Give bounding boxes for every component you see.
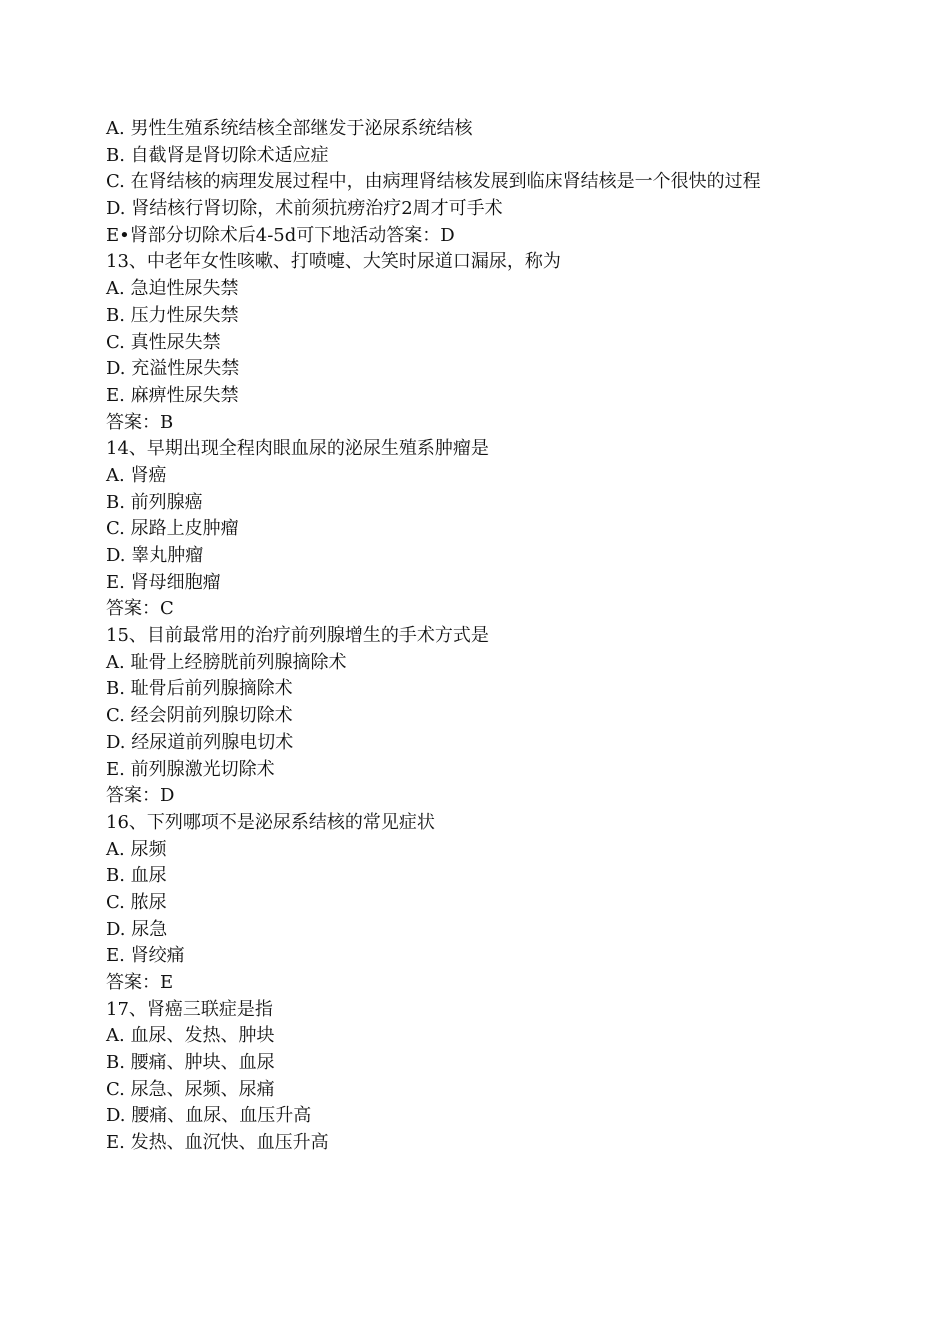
option-line: B. 前列腺癌 bbox=[106, 491, 203, 513]
option-line: C. 尿急、尿频、尿痛 bbox=[106, 1078, 275, 1100]
answer-line: 答案：B bbox=[106, 411, 174, 433]
option-line: B. 腰痛、肿块、血尿 bbox=[106, 1052, 275, 1074]
option-line: D. 睾丸肿瘤 bbox=[106, 545, 204, 567]
option-line: D. 充溢性尿失禁 bbox=[106, 358, 240, 380]
option-line: D. 腰痛、血尿、血压升高 bbox=[106, 1105, 312, 1127]
option-line: A. 急迫性尿失禁 bbox=[106, 278, 239, 300]
option-line: B. 压力性尿失禁 bbox=[106, 304, 239, 326]
option-line: E. 发热、血沉快、血压升高 bbox=[106, 1132, 329, 1154]
option-line: B. 自截肾是肾切除术适应症 bbox=[106, 144, 329, 166]
option-line: D. 经尿道前列腺电切术 bbox=[106, 731, 294, 753]
option-line: A. 耻骨上经膀胱前列腺摘除术 bbox=[106, 651, 347, 673]
option-line: B. 血尿 bbox=[106, 865, 167, 887]
question-line: 15、目前最常用的治疗前列腺增生的手术方式是 bbox=[106, 625, 489, 647]
option-line: A. 肾癌 bbox=[106, 464, 167, 486]
option-line: D. 尿急 bbox=[106, 918, 168, 940]
question-line: 13、中老年女性咳嗽、打喷嚏、大笑时尿道口漏尿，称为 bbox=[106, 251, 561, 273]
answer-line: 答案：C bbox=[106, 598, 174, 620]
question-line: 14、早期出现全程肉眼血尿的泌尿生殖系肿瘤是 bbox=[106, 438, 489, 460]
answer-line: 答案：E bbox=[106, 972, 174, 994]
option-line: B. 耻骨后前列腺摘除术 bbox=[106, 678, 293, 700]
option-line: C. 在肾结核的病理发展过程中，由病理肾结核发展到临床肾结核是一个很快的过程 bbox=[106, 171, 761, 193]
question-line: 17、肾癌三联症是指 bbox=[106, 998, 273, 1020]
option-line: E. 肾绞痛 bbox=[106, 945, 185, 967]
option-line: A. 男性生殖系统结核全部继发于泌尿系统结核 bbox=[106, 118, 473, 139]
question-line: 16、下列哪项不是泌尿系结核的常见症状 bbox=[106, 811, 435, 833]
option-line: C. 经会阴前列腺切除术 bbox=[106, 705, 293, 727]
option-line: D. 肾结核行肾切除，术前须抗痨治疗2周才可手术 bbox=[106, 198, 503, 220]
option-line: C. 真性尿失禁 bbox=[106, 331, 221, 353]
option-line: E. 肾母细胞瘤 bbox=[106, 571, 221, 593]
option-line: E. 麻痹性尿失禁 bbox=[106, 384, 239, 406]
option-line: C. 脓尿 bbox=[106, 891, 167, 913]
option-line: C. 尿路上皮肿瘤 bbox=[106, 518, 239, 540]
option-line: A. 血尿、发热、肿块 bbox=[106, 1025, 275, 1047]
option-line: E•肾部分切除术后4-5d可下地活动答案：D bbox=[106, 224, 455, 246]
option-line: E. 前列腺激光切除术 bbox=[106, 758, 275, 780]
option-line: A. 尿频 bbox=[106, 838, 167, 860]
answer-line: 答案：D bbox=[106, 785, 175, 807]
document-page bbox=[106, 116, 846, 1157]
